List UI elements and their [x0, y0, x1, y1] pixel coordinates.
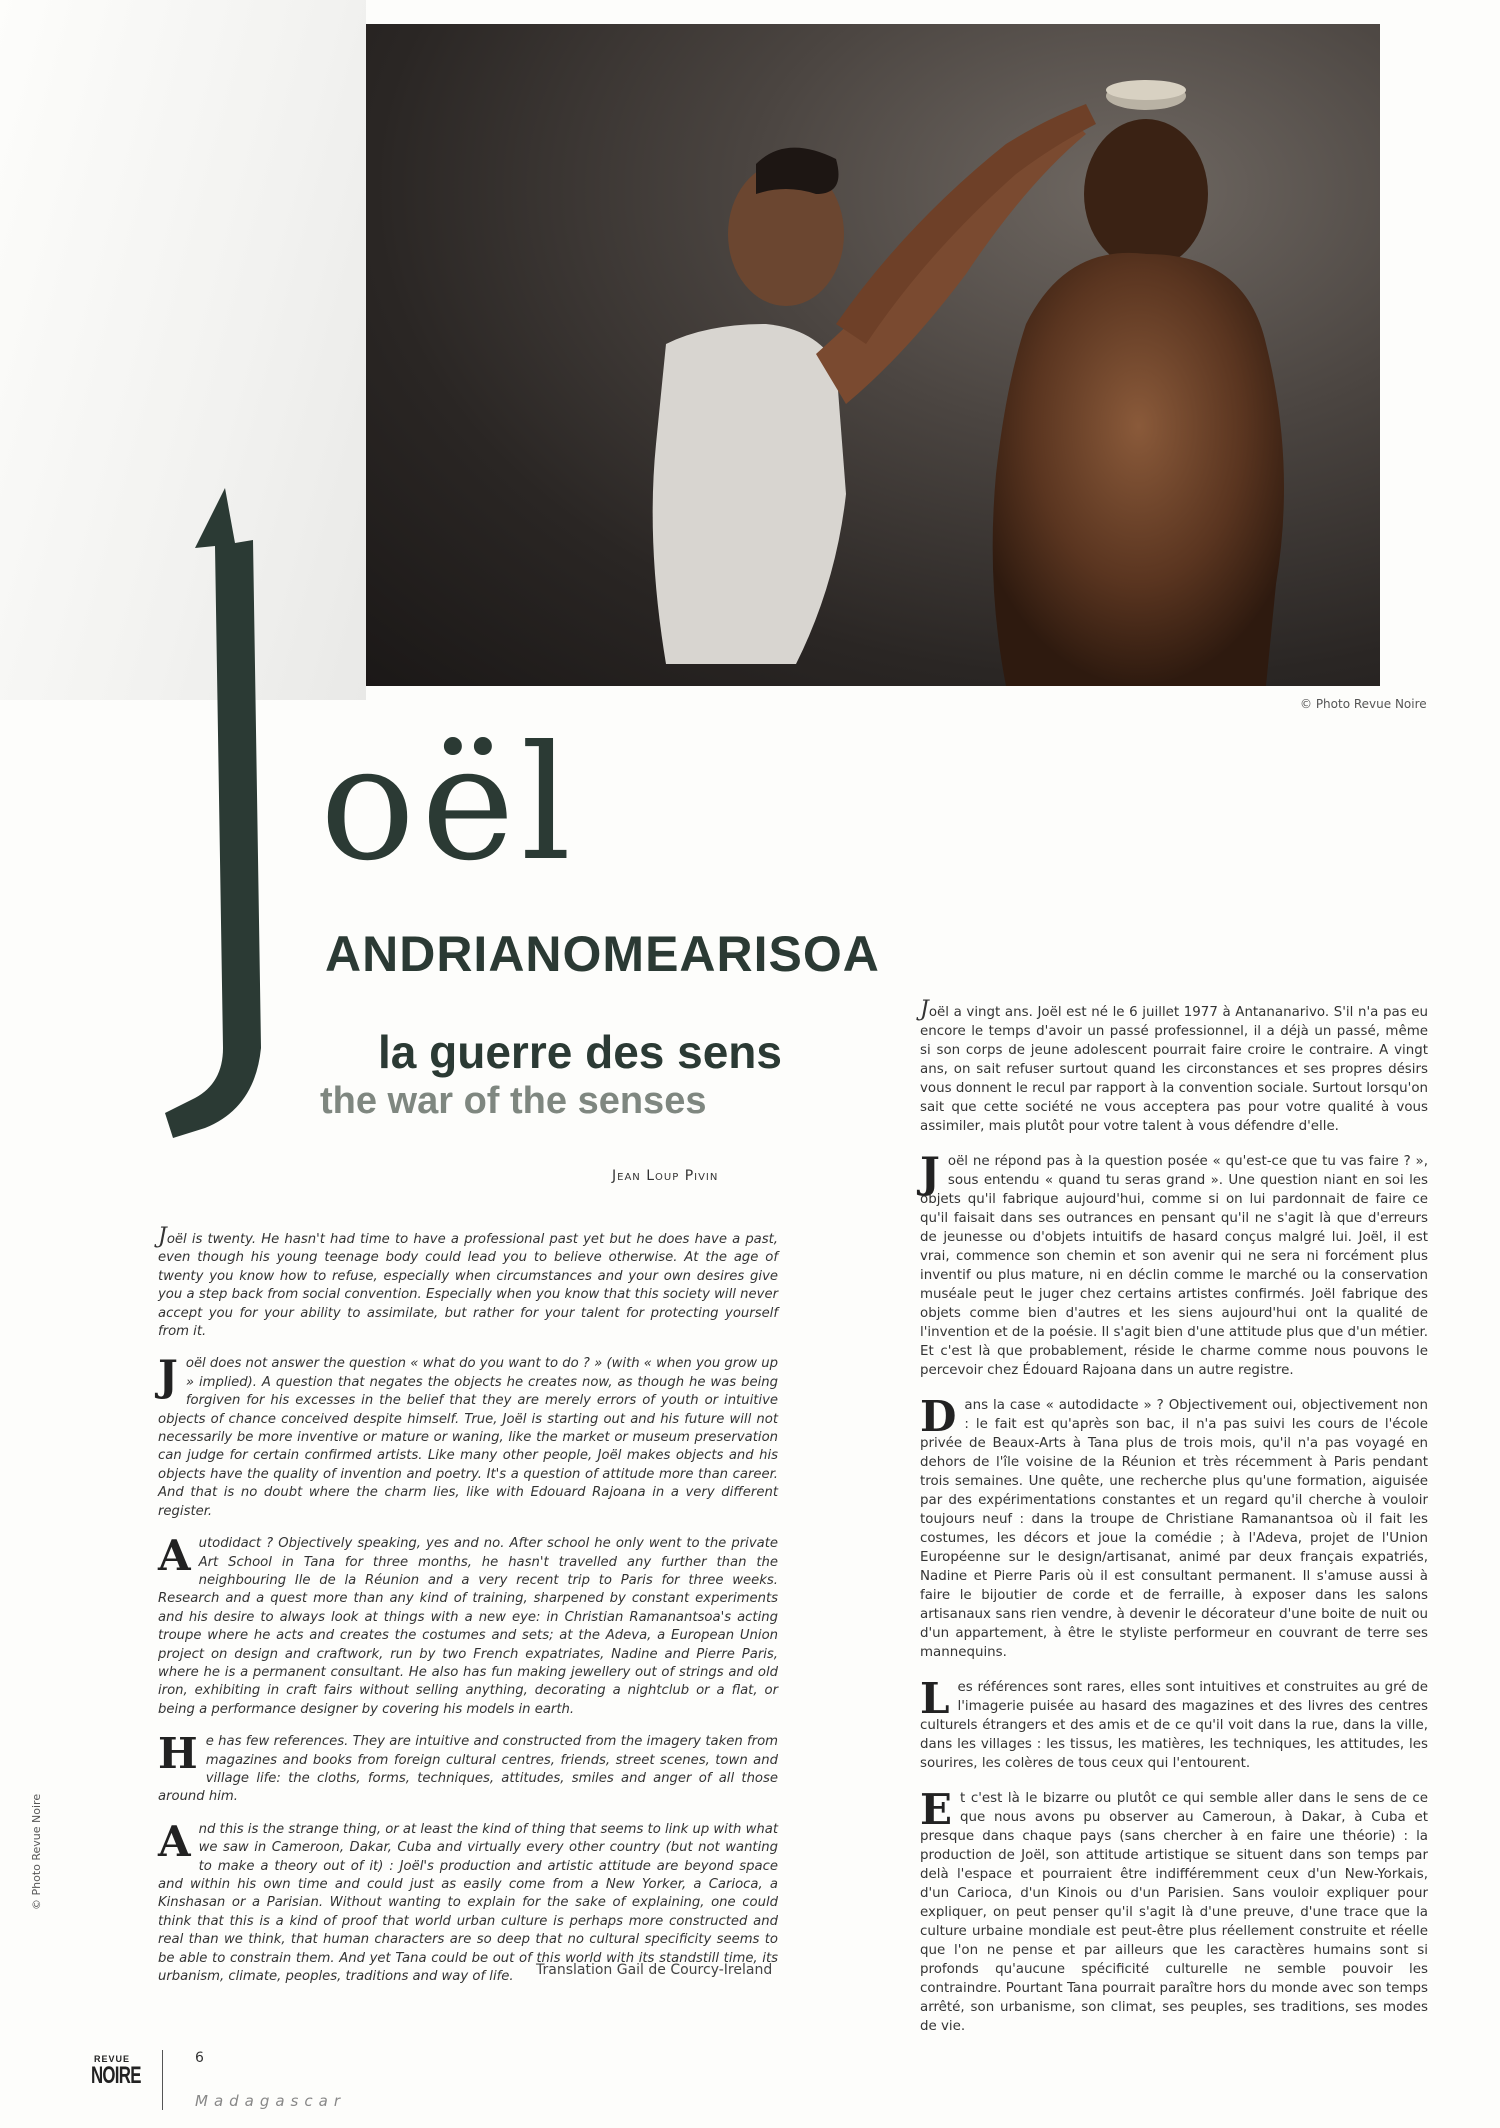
- fr-paragraph-4: Les références sont rares, elles sont intuitives et construites au gré de l'imagerie puisée au hasard des magazines et des livres des centres culturels étrangers et des amis et de ce qu'il voit dans la rue, dans la ville, dans les villages : les tissus, les matières, les techniques, les attitudes, les sourires, les colères de tous ceux qui l'entourent.: [920, 1674, 1428, 1771]
- fr-paragraph-1: Joël a vingt ans. Joël est né le 6 juillet 1977 à Antananarivo. S'il n'a pas eu encore le temps d'avoir un passé professionnel, il a déjà un passé, même si son corps de jeune adolescent pourrait faire croire le contraire. A vingt ans, on sait refuser surtout quand les circonstances et ses propres désirs vous donnent le recul par rapport à la convention sociale. Surtout lorsqu'on sait que cette société ne vous acceptera pas pour votre qualité à vous assimiler, mais plutôt pour votre talent à vous défendre d'elle.: [920, 997, 1428, 1134]
- french-column: [920, 997, 1428, 2052]
- title-surname: ANDRIANOMEARISOA: [325, 926, 880, 982]
- section-name: Madagascar: [195, 2092, 346, 2110]
- subtitle-french: la guerre des sens: [378, 1026, 782, 1078]
- revue-noire-logo: REVUE NOIRE: [91, 2054, 141, 2089]
- photo-credit: © Photo Revue Noire: [1300, 697, 1427, 711]
- en-paragraph-1: Joël is twenty. He hasn't had time to have a professional past yet but he does have a past, even though his young teenage body could lead you to believe otherwise. At the age of twenty you know how to refuse, especially when circumstances and your own desires give you a step back from social convention. Especially when you know that this society will never accept you for your ability to assimilate, but rather for your talent for protecting yourself from it.: [158, 1224, 778, 1340]
- article-photo: [366, 24, 1380, 686]
- footer-divider: [162, 2050, 163, 2110]
- fr-paragraph-2: Joël ne répond pas à la question posée « qu'est-ce que tu vas faire ? », sous entendu « quand tu seras grand ». Une question niant en soi les objets qu'il fabrique aujourd'hui, comme si on lui pardonnait de faire ce qu'il faisait dans ses outrances en pensant qu'il ne s'agit là que d'erreurs de jeunesse ou d'objets intuitifs de hasard conçus malgré lui. Joël, il est vrai, commence son chemin et son avenir qui ne sera ni forcément plus inventif ou plus mature, ni en déclin comme le marché ou la conservation muséale peut le juger chez certains artistes confirmés. Joël fabrique des objets comme bien d'autres et les siens aujourd'hui ont la qualité de l'invention et de la poésie. Il s'agit bien d'une attitude plus que d'un métier. Et c'est là que probablement, réside le charme comme nous pouvons le percevoir chez Édouard Rajoana dans un autre registre.: [920, 1148, 1428, 1378]
- person-tshirt: [653, 324, 846, 664]
- fr-paragraph-3: Dans la case « autodidacte » ? Objectivement oui, objectivement non : le fait est qu'après son bac, il n'a pas suivi les cours de l'école privée de Beaux-Arts à Tana plus de trois mois, qu'il n'a pas voyagé en dehors de l'île voisine de la Réunion et très récemment à Paris pendant trois semaines. Une quête, une recherche plus qu'une formation, aiguisée par des expérimentations constantes et un regard qu'il cherche à vouloir toujours neuf : dans la troupe de Christiane Ramanantsoa où il fait les costumes, les décors et joue la comédie ; à l'Adeva, projet de l'Union Européenne sur le design/artisanat, animé par deux français expatriés, Nadine et Pierre Paris où il est consultant permanent. Il s'amuse aussi à faire le bijoutier de corde et de ferraille, à exposer dans les salons artisanaux sans rien vendre, à devenir le décorateur d'une boite de nuit ou d'un appartement, à être le styliste performeur en couvrant de terre ses mannequins.: [920, 1392, 1428, 1660]
- title-first-name: oël: [320, 712, 578, 896]
- en-paragraph-2: Joël does not answer the question « what do you want to do ? » (with « when you grow up » implied). A question that negates the objects he creates now, as though he was being forgiven for his excesses in the belief that they are merely errors of youth or intuitive objects of chance conceived despite himself. True, Joël is starting out and his future will not necessarily be more inventive or mature or waning, like the market or museum preservation can judge for certain confirmed artists. Like many other people, Joël makes objects and his objects have the quality of invention and poetry. It's a question of attitude more than career. And that is no doubt where the charm lies, like with Edouard Rajoana in a very different register.: [158, 1351, 778, 1519]
- subtitle-english: the war of the senses: [320, 1080, 707, 1122]
- en-paragraph-5: And this is the strange thing, or at least the kind of thing that seems to link up with what we saw in Cameroon, Dakar, Cuba and virtually every other country (but not wanting to make a theory out of it) : Joël's production and artistic attitude are beyond space and within his own time and could just as easily come from a New Yorker, a Carioca, a Kinshasan or a Parisian. Without wanting to explain for the sake of explaining, one could think that this is a kind of proof that world urban culture is perhaps more constructed and real than we think, that human characters are so deep that no cultural specificity seems to be able to constrain them. And yet Tana could be out of this world with its standstill time, its urbanism, climate, peoples, traditions and way of life.: [158, 1816, 778, 1985]
- author-byline: Jean Loup Pivin: [612, 1168, 719, 1184]
- side-photo-credit: © Photo Revue Noire: [30, 1793, 43, 1910]
- sculpture-head: [1084, 119, 1208, 269]
- translation-credit: Translation Gail de Courcy-Ireland: [536, 1962, 773, 1978]
- sculpture-body: [993, 253, 1284, 686]
- fr-paragraph-5: Et c'est là le bizarre ou plutôt ce qui semble aller dans le sens de ce que nous avons pu observer au Cameroun, à Dakar, à Cuba et presque dans chaque pays (sans chercher à en faire une théorie) : la production de Joël, son attitude artistique se situent dans son temps par delà l'espace et pourraient être indifféremment ceux d'un New-Yorkais, d'un Carioca, d'un Kinois ou d'un Parisien. Sans vouloir expliquer pour expliquer, on peut penser qu'il s'agit là d'une preuve, d'une trace que la culture urbaine mondiale est peut-être plus réellement construite et réelle que l'on ne pense et par ailleurs que les caractères humains sont si profonds qu'aucune spécificité culturelle ne semble pouvoir les contraindre. Pourtant Tana pourrait paraître hors du monde avec son temps arrêté, son urbanisme, son climat, ses peuples, ses traditions, ses modes de vie.: [920, 1785, 1428, 2034]
- title-initial-j: [165, 488, 345, 1148]
- en-paragraph-4: He has few references. They are intuitive and constructed from the imagery taken from magazines and books from foreign cultural centres, friends, street scenes, town and village life: the cloths, forms, techniques, attitudes, smiles and anger of all those around him.: [158, 1729, 778, 1805]
- page-number: 6: [195, 2050, 204, 2066]
- en-paragraph-3: Autodidact ? Objectively speaking, yes and no. After school he only went to the private Art School in Tana for three months, he hasn't travelled any further than the neighbouring Ile de la Réunion and a very recent trip to Paris for three weeks. Research and a quest more than any kind of training, sharpened by constant experiments and his desire to always look at things with a new eye: in Christian Ramanantsoa's acting troupe where he acts and creates the costumes and sets; at the Adeva, a European Union project on design and craftwork, run by two French expatriates, Nadine and Pierre Paris, where he is a permanent consultant. He also has fun making jewellery out of strings and old iron, exhibiting in craft fairs without selling anything, decorating a nightclub or a flat, or being a performance designer by covering his models in earth.: [158, 1531, 778, 1717]
- english-column: [158, 1224, 778, 2000]
- photo-illustration: [366, 24, 1380, 686]
